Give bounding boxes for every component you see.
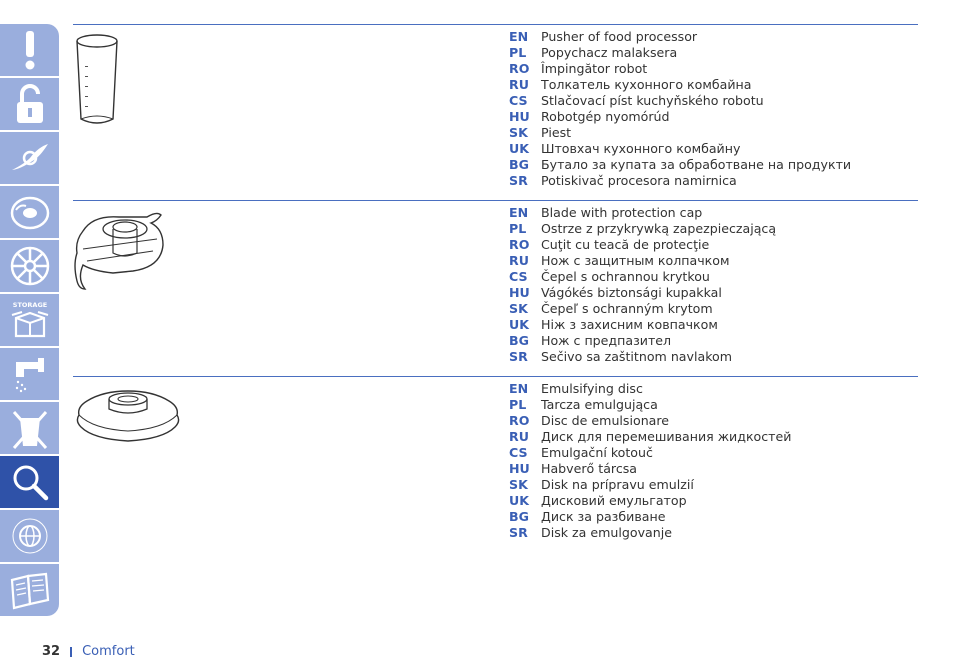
unlock-icon <box>8 82 52 126</box>
magnifier-icon <box>8 460 52 504</box>
list-item <box>509 301 776 317</box>
language-code: CS <box>509 93 528 108</box>
part-name: Sečivo sa zaštitnom navlakom <box>541 349 733 364</box>
part-name: Piest <box>541 125 572 140</box>
part-name: Habverő tárcsa <box>541 461 638 476</box>
part-name: Popychacz malaksera <box>541 45 678 60</box>
language-code: UK <box>509 493 529 508</box>
part-section-pusher <box>73 24 918 200</box>
list-item <box>509 509 791 525</box>
language-code: EN <box>509 381 529 396</box>
language-code: EN <box>509 205 529 220</box>
list-item <box>509 109 851 125</box>
list-item <box>509 429 791 445</box>
faucet-icon <box>8 352 52 396</box>
language-code: BG <box>509 333 529 348</box>
language-code: PL <box>509 45 527 60</box>
list-item <box>509 205 776 221</box>
tab-guarantee[interactable] <box>0 510 59 562</box>
language-code: SK <box>509 477 528 492</box>
list-item <box>509 61 851 77</box>
list-item <box>509 333 776 349</box>
tab-warnings[interactable] <box>0 24 59 76</box>
language-code: SR <box>509 349 528 364</box>
part-section-blade <box>73 200 918 377</box>
language-code: UK <box>509 317 529 332</box>
page-number: 32 <box>42 644 61 659</box>
list-item <box>509 29 851 45</box>
language-code: UK <box>509 141 529 156</box>
part-name: Disk za emulgovanje <box>541 525 672 540</box>
translation-list <box>509 381 791 541</box>
language-code: CS <box>509 269 528 284</box>
language-code: RO <box>509 61 530 76</box>
part-name: Cuţit cu teacă de protecţie <box>541 237 710 252</box>
list-item <box>509 93 851 109</box>
tab-disc[interactable] <box>0 186 59 238</box>
list-item <box>509 445 791 461</box>
list-item <box>509 221 776 237</box>
list-item <box>509 349 776 365</box>
list-item <box>509 493 791 509</box>
footer-divider <box>70 647 72 657</box>
list-item <box>509 141 851 157</box>
list-item <box>509 125 851 141</box>
part-name: Potiskivač procesora namirnica <box>541 173 737 188</box>
list-item <box>509 253 776 269</box>
disc-icon <box>8 190 52 234</box>
list-item <box>509 173 851 189</box>
list-item <box>509 157 851 173</box>
language-code: RO <box>509 237 530 252</box>
translation-list <box>509 205 776 365</box>
part-name: Диск для перемешивания жидкостей <box>541 429 792 444</box>
exclamation-icon <box>8 28 52 72</box>
page-footer <box>42 644 135 659</box>
language-code: RU <box>509 77 529 92</box>
storage-box-icon <box>8 298 52 342</box>
part-name: Ніж з захисним ковпачком <box>541 317 718 332</box>
list-item <box>509 381 791 397</box>
tab-wheel[interactable] <box>0 240 59 292</box>
emulsifying-disc-illustration <box>73 385 183 455</box>
tab-cleaning[interactable] <box>0 348 59 400</box>
part-name: Бутало за купата за обработване на продукти <box>541 157 852 172</box>
part-name: Ostrze z przykrywką zapezpieczającą <box>541 221 777 236</box>
language-code: SR <box>509 525 528 540</box>
language-code: CS <box>509 445 528 460</box>
language-code: HU <box>509 285 530 300</box>
part-name: Нож с защитным колпачком <box>541 253 730 268</box>
part-name: Emulgační kotouč <box>541 445 653 460</box>
list-item <box>509 45 851 61</box>
part-name: Disk na prípravu emulzií <box>541 477 694 492</box>
part-name: Stlačovací píst kuchyňského robotu <box>541 93 764 108</box>
storage-label: STORAGE <box>12 301 47 309</box>
list-item <box>509 461 791 477</box>
part-name: Robotgép nyomórúd <box>541 109 670 124</box>
tab-environment[interactable] <box>0 402 59 454</box>
book-icon <box>8 568 52 612</box>
crossed-bin-icon <box>8 406 52 450</box>
part-name: Pusher of food processor <box>541 29 698 44</box>
part-name: Čepel s ochrannou krytkou <box>541 269 710 284</box>
part-name: Emulsifying disc <box>541 381 643 396</box>
part-name: Disc de emulsionare <box>541 413 670 428</box>
blade-icon <box>8 136 52 180</box>
part-name: Дисковий емульгатор <box>541 493 687 508</box>
language-code: PL <box>509 221 527 236</box>
translation-list <box>509 29 851 189</box>
language-code: RO <box>509 413 530 428</box>
part-name: Împingător robot <box>541 61 648 76</box>
part-name: Vágókés biztonsági kupakkal <box>541 285 722 300</box>
language-code: SR <box>509 173 528 188</box>
list-item <box>509 317 776 333</box>
part-name: Толкатель кухонного комбайна <box>541 77 752 92</box>
blade-illustration <box>73 209 173 294</box>
list-item <box>509 237 776 253</box>
list-item <box>509 413 791 429</box>
language-code: HU <box>509 109 530 124</box>
language-code: HU <box>509 461 530 476</box>
tab-blade[interactable] <box>0 132 59 184</box>
language-code: PL <box>509 397 527 412</box>
language-code: SK <box>509 125 528 140</box>
language-code: RU <box>509 253 529 268</box>
language-code: BG <box>509 509 529 524</box>
list-item <box>509 269 776 285</box>
language-code: SK <box>509 301 528 316</box>
part-name: Čepeľ s ochranným krytom <box>541 301 713 316</box>
pusher-illustration <box>73 31 133 131</box>
tab-assembly[interactable] <box>0 78 59 130</box>
list-item <box>509 285 776 301</box>
list-item <box>509 525 791 541</box>
wheel-icon <box>8 244 52 288</box>
language-code: RU <box>509 429 529 444</box>
tab-search[interactable] <box>0 456 59 508</box>
tab-manual[interactable] <box>0 564 59 616</box>
part-name: Диск за разбиване <box>541 509 666 524</box>
list-item <box>509 397 791 413</box>
tab-storage[interactable] <box>0 294 59 346</box>
list-item <box>509 477 791 493</box>
part-name: Blade with protection cap <box>541 205 703 220</box>
part-name: Tarcza emulgująca <box>541 397 658 412</box>
globe-guarantee-icon <box>8 514 52 558</box>
part-name: Штовхач кухонного комбайну <box>541 141 741 156</box>
sidebar-nav <box>0 24 59 624</box>
part-section-emulsifying-disc <box>73 376 918 553</box>
section-name: Comfort <box>82 644 135 659</box>
list-item <box>509 77 851 93</box>
language-code: EN <box>509 29 529 44</box>
language-code: BG <box>509 157 529 172</box>
part-name: Нож с предпазител <box>541 333 672 348</box>
